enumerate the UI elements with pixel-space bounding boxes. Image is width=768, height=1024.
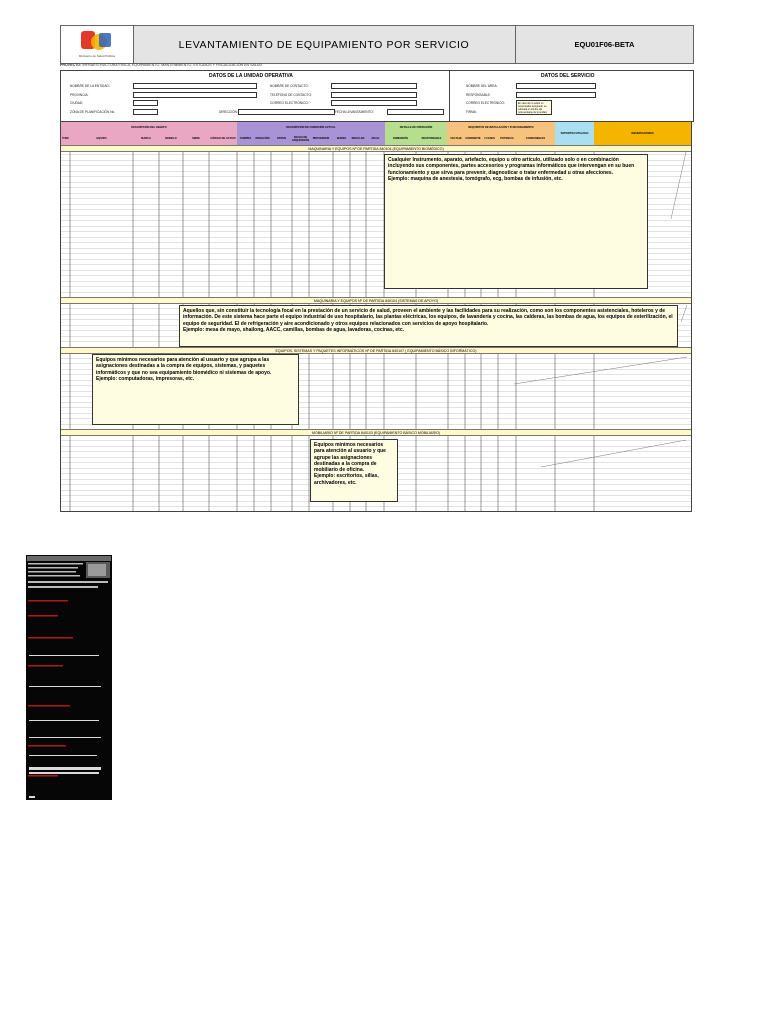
note-mobiliario: Equipos mínimos necesarios para atención al usuario y que agrupe las asignaciones destinadas a la compra de mobiliario de oficina. Ejemplo: escritorios, sillas, archivadores, etc. [310,439,398,502]
col-header: FECHA DE ADQUISICIÓN [292,132,309,145]
header-condicion: DESCRIPCIÓN DE CONDICIÓN ACTUAL [237,122,385,132]
col-header: CONSUMIBLES [516,132,555,145]
servicio-title: DATOS DEL SERVICIO [541,73,595,79]
ministry-logo-icon [77,30,117,56]
col-header: POTENCIA [498,132,516,145]
col-header: MALO [366,132,385,145]
unidad-title: DATOS DE LA UNIDAD OPERATIVA [209,73,293,79]
col-header: SERIE [183,132,209,145]
area-name-field[interactable] [516,83,596,89]
equipment-table [60,121,692,512]
address-field[interactable] [238,109,335,115]
document-header [60,25,694,64]
section-informatico: EQUIPOS, SISTEMAS Y PAQUETES INFORMÁTICOS Nº DE PARTIDA 840107 ( EQUIPAMIENTO BÁSICO INFORMÁTICO) [61,347,691,354]
responsible-field[interactable] [516,92,596,98]
field-label: NOMBRE DE LA ENTIDAD: [70,84,110,88]
col-header: VOLTAJE [447,132,465,145]
note-informatico: Equipos mínimos necesarios para atención al usuario y que agrupa a las asignaciones destinadas a la compra de equipos, sistemas, y paquetes informáticos y que no sea equipamiento biomédico ni sistemas de apoyo. Ejemplo: computadoras, impresoras, etc. [92,354,299,425]
field-label: CORREO ELECTRÓNICO: [270,101,309,105]
col-header: CÓDIGO DE ACTIVO [209,132,237,145]
col-header: DIMENSIÓN [385,132,416,145]
field-label: NOMBRE DEL ÁREA: [466,84,498,88]
col-header: COMPRA [237,132,254,145]
logo-cell [61,26,134,63]
divider [449,71,450,121]
col-header: # FASES [481,132,498,145]
col-header: RESPONSABLE [416,132,447,145]
col-header: MODELO [159,132,183,145]
project-value: INFRAESTRUCTURA FÍSICA, EQUIPAMIENTO, MANTENIMIENTO, ESTUDIOS Y FISCALIZACIÓN EN SALUD [82,63,263,67]
contact-email-field[interactable] [331,100,417,106]
form-code: EQU01F06-BETA [574,40,635,49]
field-label: DIRECCIÓN: [219,110,238,114]
field-label: FECHA LEVANTAMIENTO: [335,110,374,114]
logo-caption: Ministerio de Salud Pública [78,54,116,58]
city-field[interactable] [133,100,158,106]
col-header: ÍTEM [61,132,70,145]
field-label: RESPONSABLE: [466,93,491,97]
field-label: ZONA DE PLANIFICACIÓN No. [70,110,116,114]
contact-name-field[interactable] [331,83,417,89]
section-apoyo: MAQUINARIA Y EQUIPOS Nº DE PARTIDA 840104 (SISTEMAS DE APOYO) [61,297,691,304]
header-descripcion: DESCRIPCIÓN DEL OBJETO [61,122,237,132]
col-header: OTROS [271,132,292,145]
entity-name-field[interactable] [133,83,257,89]
contact-phone-field[interactable] [331,92,417,98]
field-label: TELÉFONO DE CONTACTO: [270,93,312,97]
header-operacion: DETALLE DE OPERACIÓN [385,122,447,132]
page-title: LEVANTAMIENTO DE EQUIPAMIENTO POR SERVICIO [133,26,516,63]
thumbnail-preview [26,555,112,800]
col-header: DONACIÓN [254,132,271,145]
col-header: CORRIENTE [465,132,481,145]
col-header: REGULAR [350,132,366,145]
field-label: FIRMA: [466,110,477,114]
field-label: CIUDAD: [70,101,84,105]
col-header: MARCA [133,132,159,145]
info-block [60,70,694,122]
field-label: CORREO ELECTRÓNICO: [466,101,505,105]
page-thumbnail[interactable] [26,555,112,800]
field-label: NOMBRE DE CONTACTO: [270,84,309,88]
col-header: BUENO [333,132,350,145]
col-header: PROVEEDOR [309,132,333,145]
note-apoyo: Aquellos que, sin constituir la tecnología focal en la prestación de un servicio de salud, proveen el ambiente y las facilidades para su realización, como son los componentes asistenciales, hoteleros y de información. De este sistema hace parte el equipo industrial de uso hospitalario, las plantas eléctricas, los equipos, de lavandería y cocina, las calderas, las bombas de agua, los equipos de esterilización, el equipo de seguridad. El de refrigeración y aire acondicionado y otros equipos relacionados con servicios de apoyo hospitalario. Ejemplo: mesa de mayo, shailong, AACC, camillas, bombas de agua, lavadoras, cocinas, etc. [179,305,678,347]
project-label: PROYECTO: [60,63,82,67]
project-line [60,63,262,67]
header-observaciones: OBSERVACIONES [594,122,691,145]
header-requisitos: REQUISITOS DE INSTALACIÓN Y FUNCIONAMIENTO [447,122,555,132]
col-header: EQUIPO [70,132,133,145]
field-label: PROVINCIA: [70,93,89,97]
responsible-note: En caso de no existir un responsable designado, se colocará el nombre del representante de la unidad. [516,100,552,115]
date-field[interactable] [387,109,444,115]
note-biomedico: Cualquier Instrumento, aparato, artefacto, equipo u otro artículo, utilizado solo o en combinación incluyendo sus componentes, partes accesorios y programas informáticos que intervengan en su buen funcionamiento y que sirva para prevenir, diagnosticar o tratar enfermedad u otras afecciones. Ejemplo: maquina de anestesia, tomógrafo, ecg, bombas de infusión, etc. [384,154,648,289]
section-biomedico: MAQUINARIA Y EQUIPOS Nº DE PARTIDA 840104 (EQUIPAMIENTO BIOMÉDICO) [61,145,691,152]
section-mobiliario: MOBILIARIO Nº DE PARTIDA 840103 (EQUIPAMIENTO BÁSICO MOBILIARIO) [61,429,691,436]
province-field[interactable] [133,92,257,98]
header-soporte: SOPORTE/CATALOGO [555,122,594,145]
zone-field[interactable] [133,109,158,115]
